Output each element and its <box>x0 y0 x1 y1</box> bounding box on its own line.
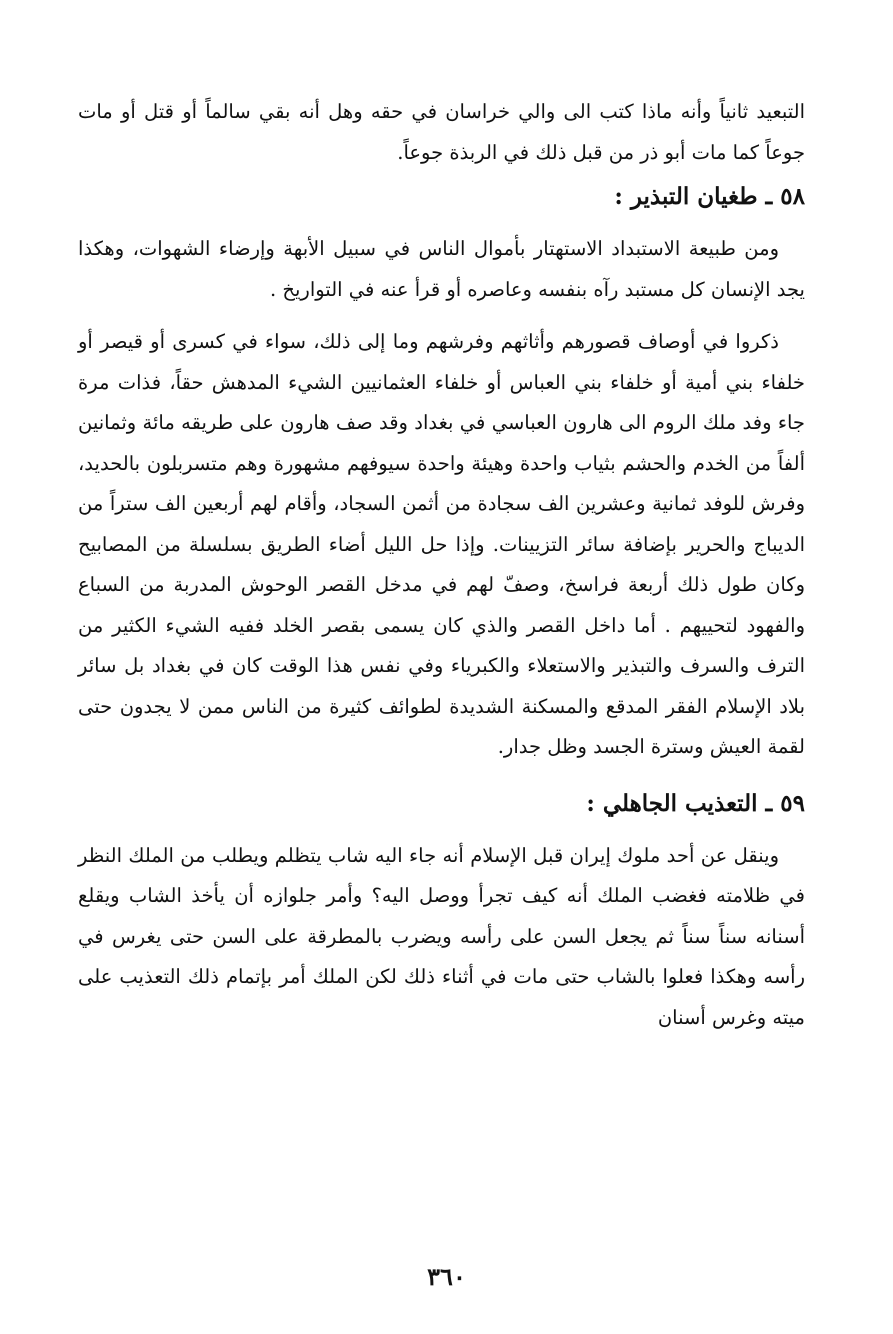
section-heading-59: ٥٩ ـ التعذيب الجاهلي : <box>586 789 805 817</box>
paragraph-palaces: ذكروا في أوصاف قصورهم وأثاثهم وفرشهم وما إلى ذلك، سواء في كسرى أو قيصر أو خلفاء بني أمية أو خلفاء بني العباس أو خلفاء العثمانيين الشيء المدهش حقاً، فذات مرة جاء وفد ملك الروم الى هارون العباسي في بغداد وقد صف هارون على طريقه مائة وثمانين ألفاً من الخدم والحشم بثياب واحدة وهيئة واحدة سيوفهم مشهورة وهم متسربلون بالحديد، وفرش للوفد ثمانية وعشرين الف سجادة من أثمن السجاد، وأقام لهم أربعين الف ستراً من الديباج والحرير بإضافة سائر التزيينات. وإذا حل الليل أضاء الطريق بسلسلة من المصابيح وكان طول ذلك أربعة فراسخ، وصفّ لهم في مدخل القصر الوحوش المدربة من السباع والفهود لتحييهم . أما داخل القصر والذي كان يسمى بقصر الخلد ففيه الشيء الكثير من الترف والسرف والتبذير والاستعلاء والكبرياء وفي نفس هذا الوقت كان في بغداد بل سائر بلاد الإسلام الفقر المدقع والمسكنة الشديدة لطوائف كثيرة من الناس ممن لا يجدون حتى لقمة العيش وسترة الجسد وظل جدار. <box>78 330 805 758</box>
paragraph-extravagance-intro: ومن طبيعة الاستبداد الاستهتار بأموال الناس في سبيل الأبهة وإرضاء الشهوات، وهكذا يجد الإنسان كل مستبد رآه بنفسه وعاصره أو قرأ عنه في التواريخ . <box>78 237 805 301</box>
paragraph-gap <box>78 310 805 322</box>
page-body <box>78 92 805 1038</box>
section-heading-58: ٥٨ ـ طغيان التبذير : <box>614 183 805 210</box>
paragraph-torture: وينقل عن أحد ملوك إيران قبل الإسلام أنه جاء اليه شاب يتظلم ويطلب من الملك النظر في ظلامته فغضب الملك أنه كيف تجرأ ووصل اليه؟ وأمر جلوازه أن يأخذ الشاب ويقلع أسنانه سناً سناً ثم يجعل السن على رأسه ويضرب بالمطرقة على السن حتى يغرس في رأسه وهكذا فعلوا بالشاب حتى مات في أثناء ذلك لكن الملك أمر بإتمام ذلك التعذيب على ميته وغرس أسنان <box>78 843 805 1029</box>
paragraph-continuation: التبعيد ثانياً وأنه ماذا كتب الى والي خراسان في حقه وهل أنه بقي سالماً أو قتل أو مات جوعاً كما مات أبو ذر من قبل ذلك في الربذة جوعاً. <box>78 100 805 164</box>
page-number: ٣٦٠ <box>427 1262 466 1291</box>
